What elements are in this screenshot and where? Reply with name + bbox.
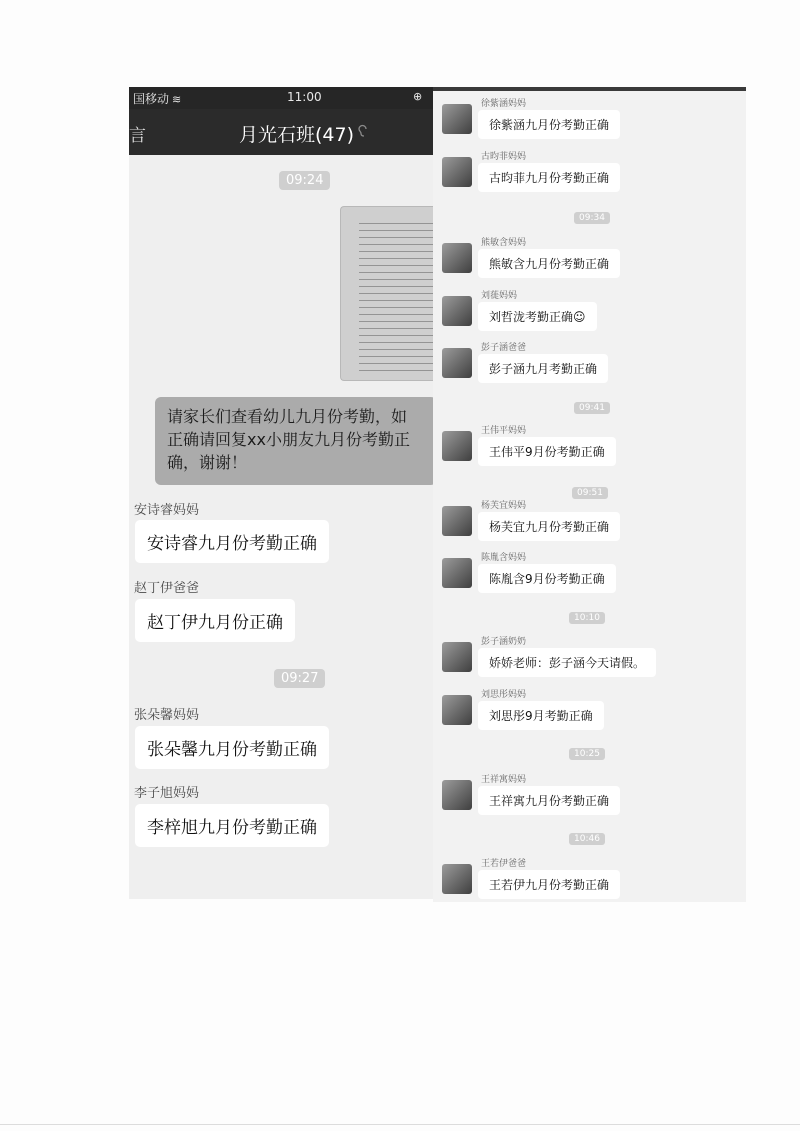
message-bubble[interactable]: 王伟平9月份考勤正确 [478,437,616,466]
sender-name: 彭子涵奶奶 [481,637,527,647]
carrier-label: 国移动 ≋ [133,92,182,106]
message-bubble[interactable]: 陈胤含9月份考勤正确 [478,564,616,593]
status-time: 11:00 [287,90,322,104]
rotation-lock-icon: ⊕ [413,90,423,103]
sender-name: 王祥寓妈妈 [481,775,527,785]
sender-name: 李子旭妈妈 [134,786,200,801]
chat-message [433,772,746,824]
sheet-image [359,221,435,371]
sender-name: 陈胤含妈妈 [481,553,527,563]
notice-message-bubble[interactable]: 请家长们查看幼儿九月份考勤，如 正确请回复xx小朋友九月份考勤正 确，谢谢！ [155,397,435,485]
chat-message [433,288,746,340]
sender-name: 杨芙宜妈妈 [481,501,527,511]
chat-message [433,634,746,686]
chat-message [433,149,746,201]
sender-name: 刘思彤妈妈 [481,690,527,700]
chat-message [433,856,746,902]
sender-name: 赵丁伊爸爸 [134,581,200,596]
avatar[interactable] [442,431,472,461]
avatar[interactable] [442,348,472,378]
back-button[interactable]: 言 [129,126,146,146]
sender-name: 刘蓰妈妈 [481,291,518,301]
message-bubble[interactable]: 古昀菲九月份考勤正确 [478,163,620,192]
timestamp: 10:25 [569,748,605,760]
chat-message [433,498,746,550]
message-bubble[interactable]: 王若伊九月份考勤正确 [478,870,620,899]
avatar[interactable] [442,780,472,810]
ear-icon[interactable] [357,124,369,142]
right-chat-screenshot [433,87,746,902]
message-bubble[interactable]: 娇娇老师：彭子涵今天请假。 [478,648,656,677]
message-bubble[interactable]: 李梓旭九月份考勤正确 [135,804,329,847]
message-bubble[interactable]: 徐紫涵九月份考勤正确 [478,110,620,139]
top-bar-strip [433,87,746,91]
avatar[interactable] [442,695,472,725]
timestamp: 09:27 [274,669,325,688]
avatar[interactable] [442,642,472,672]
sender-name: 熊敏含妈妈 [481,238,527,248]
sender-name: 彭子涵爸爸 [481,343,527,353]
chat-title: 月光石班(47) [239,124,355,146]
sender-name: 张朵馨妈妈 [134,708,200,723]
chat-message [433,96,746,148]
timestamp: 10:10 [569,612,605,624]
message-bubble[interactable]: 彭子涵九月考勤正确 [478,354,608,383]
timestamp: 09:41 [574,402,610,414]
message-bubble[interactable]: 安诗睿九月份考勤正确 [135,520,329,563]
page-bottom-rule [0,1124,800,1125]
sender-name: 王若伊爸爸 [481,859,527,869]
timestamp: 10:46 [569,833,605,845]
avatar[interactable] [442,506,472,536]
avatar[interactable] [442,157,472,187]
message-bubble[interactable]: 刘哲泷考勤正确☺ [478,302,597,331]
chat-message [433,235,746,287]
message-bubble[interactable]: 熊敏含九月份考勤正确 [478,249,620,278]
left-chat-screenshot [129,87,435,899]
sender-name: 徐紫涵妈妈 [481,99,527,109]
sender-name: 古昀菲妈妈 [481,152,527,162]
message-bubble[interactable]: 王祥寓九月份考勤正确 [478,786,620,815]
chat-message [433,687,746,739]
avatar[interactable] [442,104,472,134]
chat-nav-bar [129,109,435,155]
avatar[interactable] [442,558,472,588]
avatar[interactable] [442,296,472,326]
sender-name: 安诗睿妈妈 [134,503,200,518]
timestamp: 09:51 [572,487,608,499]
timestamp: 09:34 [574,212,610,224]
chat-message [433,550,746,602]
avatar[interactable] [442,864,472,894]
chat-message [433,340,746,392]
status-bar [129,87,435,109]
wifi-icon: ≋ [172,93,182,106]
message-bubble[interactable]: 张朵馨九月份考勤正确 [135,726,329,769]
message-bubble[interactable]: 刘思彤9月考勤正确 [478,701,604,730]
message-bubble[interactable]: 杨芙宜九月份考勤正确 [478,512,620,541]
attendance-sheet-photo[interactable] [340,206,435,381]
avatar[interactable] [442,243,472,273]
message-bubble[interactable]: 赵丁伊九月份正确 [135,599,295,642]
sender-name: 王伟平妈妈 [481,426,527,436]
timestamp: 09:24 [279,171,330,190]
chat-message [433,423,746,475]
